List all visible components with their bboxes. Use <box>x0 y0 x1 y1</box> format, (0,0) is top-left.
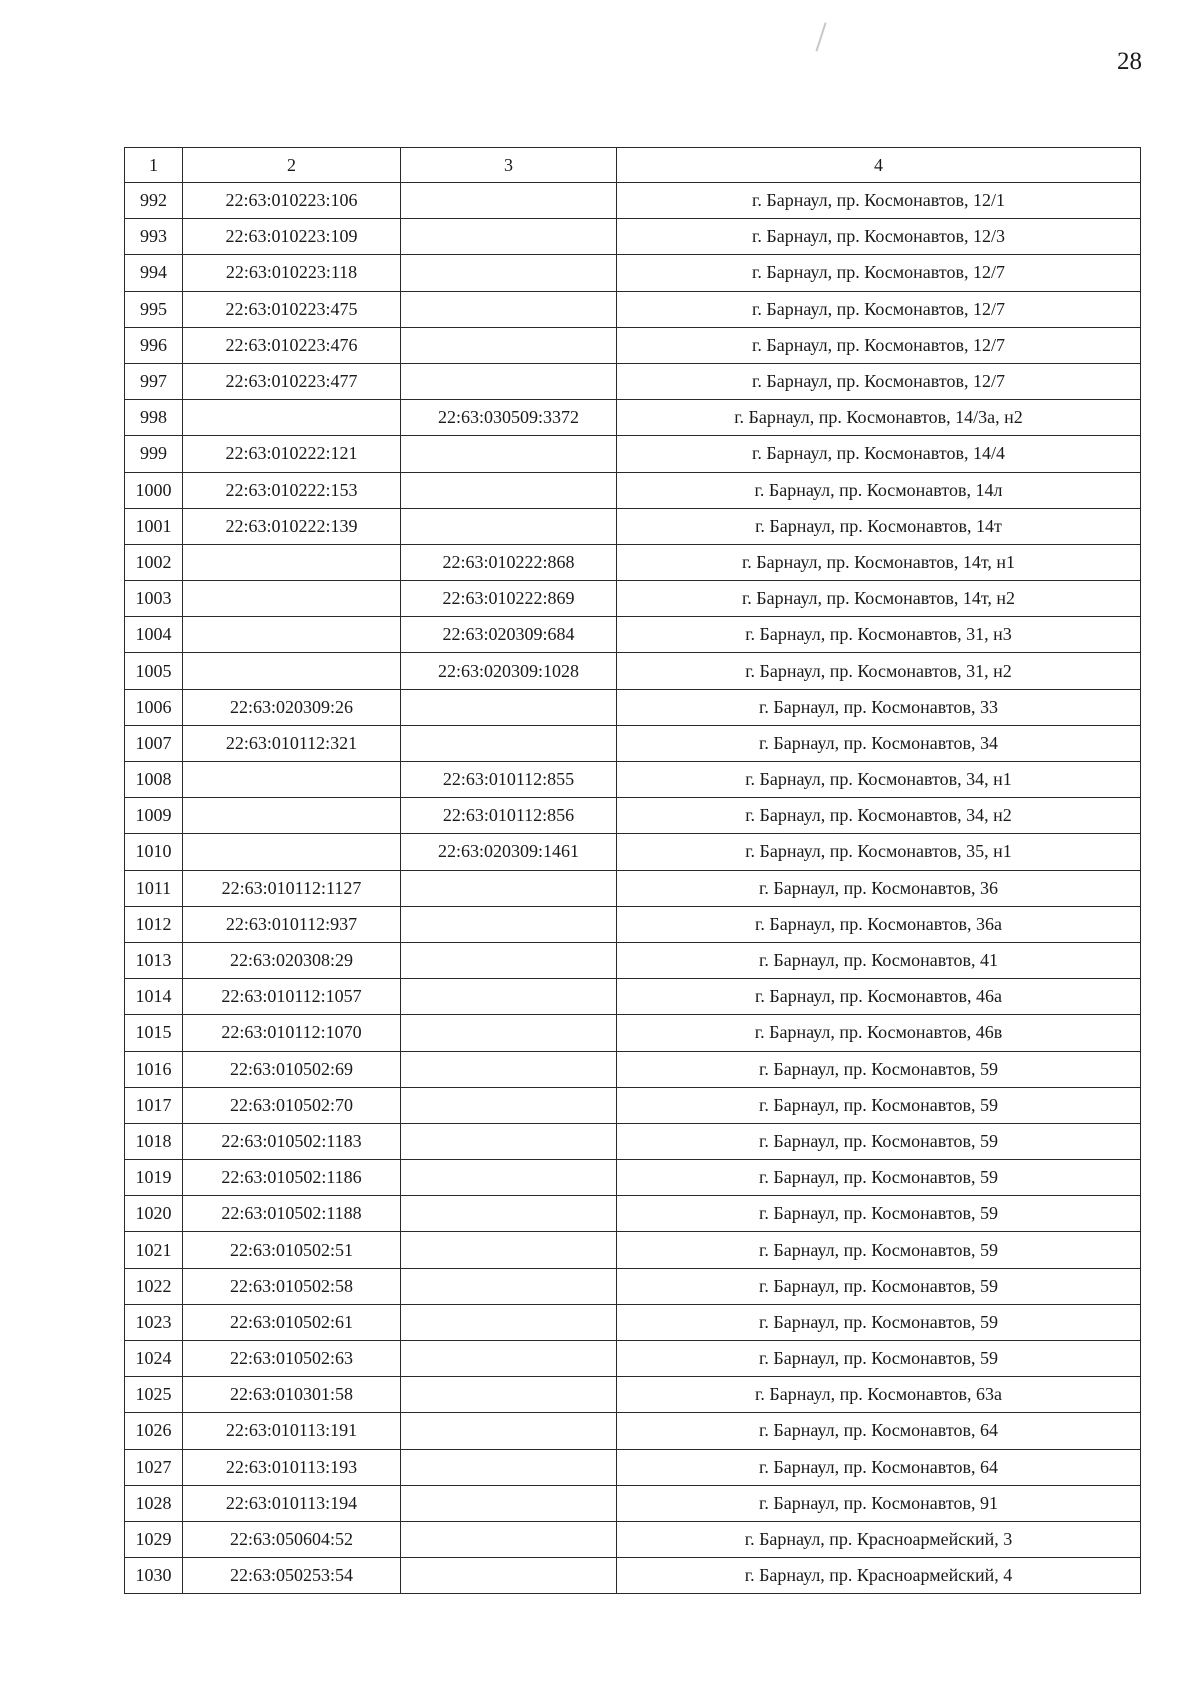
address-cell: г. Барнаул, пр. Космонавтов, 59 <box>617 1232 1141 1268</box>
column-header-2: 2 <box>183 148 401 183</box>
cadastral-number-alt-cell: 22:63:020309:684 <box>401 617 617 653</box>
cadastral-number-cell <box>183 400 401 436</box>
cadastral-number-alt-cell <box>401 1160 617 1196</box>
address-cell: г. Барнаул, пр. Космонавтов, 34, н2 <box>617 798 1141 834</box>
cadastral-number-alt-cell <box>401 1196 617 1232</box>
table-body <box>125 183 1141 1594</box>
row-number-cell: 1004 <box>125 617 183 653</box>
cadastral-number-cell: 22:63:010113:194 <box>183 1485 401 1521</box>
cadastral-number-alt-cell <box>401 436 617 472</box>
cadastral-number-cell: 22:63:010223:106 <box>183 183 401 219</box>
address-cell: г. Барнаул, пр. Космонавтов, 59 <box>617 1051 1141 1087</box>
address-cell: г. Барнаул, пр. Космонавтов, 59 <box>617 1341 1141 1377</box>
cadastral-number-alt-cell <box>401 906 617 942</box>
address-cell: г. Барнаул, пр. Космонавтов, 36а <box>617 906 1141 942</box>
page-number: 28 <box>1117 48 1142 75</box>
cadastral-number-alt-cell <box>401 1232 617 1268</box>
cadastral-number-alt-cell <box>401 1449 617 1485</box>
row-number-cell: 1022 <box>125 1268 183 1304</box>
row-number-cell: 1009 <box>125 798 183 834</box>
cadastral-number-alt-cell <box>401 1377 617 1413</box>
row-number-cell: 994 <box>125 255 183 291</box>
cadastral-number-cell: 22:63:010222:153 <box>183 472 401 508</box>
cadastral-number-alt-cell: 22:63:010222:868 <box>401 544 617 580</box>
address-cell: г. Барнаул, пр. Космонавтов, 46а <box>617 979 1141 1015</box>
table-row <box>125 1196 1141 1232</box>
table-row <box>125 762 1141 798</box>
table-row <box>125 725 1141 761</box>
cadastral-number-cell: 22:63:010222:121 <box>183 436 401 472</box>
address-cell: г. Барнаул, пр. Космонавтов, 41 <box>617 942 1141 978</box>
cadastral-number-cell: 22:63:010502:1188 <box>183 1196 401 1232</box>
row-number-cell: 1027 <box>125 1449 183 1485</box>
cadastral-number-cell: 22:63:020308:29 <box>183 942 401 978</box>
cadastral-number-alt-cell <box>401 1087 617 1123</box>
cadastral-number-alt-cell <box>401 979 617 1015</box>
cadastral-number-alt-cell <box>401 508 617 544</box>
cadastral-number-alt-cell: 22:63:020309:1028 <box>401 653 617 689</box>
row-number-cell: 1011 <box>125 870 183 906</box>
address-cell: г. Барнаул, пр. Космонавтов, 31, н3 <box>617 617 1141 653</box>
cadastral-number-alt-cell <box>401 1558 617 1594</box>
cadastral-number-alt-cell <box>401 255 617 291</box>
cadastral-number-alt-cell <box>401 1123 617 1159</box>
cadastral-number-cell: 22:63:010502:69 <box>183 1051 401 1087</box>
row-number-cell: 999 <box>125 436 183 472</box>
cadastral-number-cell <box>183 617 401 653</box>
row-number-cell: 1028 <box>125 1485 183 1521</box>
row-number-cell: 996 <box>125 327 183 363</box>
table-row <box>125 1051 1141 1087</box>
cadastral-number-cell: 22:63:010223:475 <box>183 291 401 327</box>
row-number-cell: 1024 <box>125 1341 183 1377</box>
table-row <box>125 1304 1141 1340</box>
address-cell: г. Барнаул, пр. Космонавтов, 12/7 <box>617 255 1141 291</box>
address-cell: г. Барнаул, пр. Космонавтов, 14т, н1 <box>617 544 1141 580</box>
cadastral-number-cell <box>183 762 401 798</box>
row-number-cell: 1018 <box>125 1123 183 1159</box>
table-row <box>125 870 1141 906</box>
address-cell: г. Барнаул, пр. Космонавтов, 14/3а, н2 <box>617 400 1141 436</box>
row-number-cell: 1020 <box>125 1196 183 1232</box>
cadastral-number-alt-cell <box>401 363 617 399</box>
cadastral-number-alt-cell <box>401 1413 617 1449</box>
cadastral-number-alt-cell <box>401 1521 617 1557</box>
table-row <box>125 906 1141 942</box>
cadastral-number-cell: 22:63:010112:1070 <box>183 1015 401 1051</box>
address-cell: г. Барнаул, пр. Космонавтов, 59 <box>617 1304 1141 1340</box>
address-cell: г. Барнаул, пр. Космонавтов, 59 <box>617 1196 1141 1232</box>
cadastral-number-alt-cell <box>401 1015 617 1051</box>
table-header-row <box>125 148 1141 183</box>
table-row <box>125 472 1141 508</box>
address-cell: г. Барнаул, пр. Космонавтов, 59 <box>617 1268 1141 1304</box>
cadastral-number-alt-cell <box>401 1051 617 1087</box>
table-row <box>125 219 1141 255</box>
cadastral-number-cell: 22:63:010502:70 <box>183 1087 401 1123</box>
row-number-cell: 1014 <box>125 979 183 1015</box>
address-cell: г. Барнаул, пр. Космонавтов, 14т, н2 <box>617 581 1141 617</box>
table-row <box>125 1268 1141 1304</box>
row-number-cell: 1000 <box>125 472 183 508</box>
address-cell: г. Барнаул, пр. Космонавтов, 63а <box>617 1377 1141 1413</box>
cadastral-number-cell: 22:63:010113:191 <box>183 1413 401 1449</box>
cadastral-number-cell: 22:63:010112:1127 <box>183 870 401 906</box>
table-row <box>125 255 1141 291</box>
table-row <box>125 942 1141 978</box>
cadastral-number-alt-cell <box>401 183 617 219</box>
row-number-cell: 1023 <box>125 1304 183 1340</box>
row-number-cell: 1002 <box>125 544 183 580</box>
table-row <box>125 1485 1141 1521</box>
cadastral-number-alt-cell: 22:63:010222:869 <box>401 581 617 617</box>
cadastral-number-alt-cell <box>401 291 617 327</box>
address-cell: г. Барнаул, пр. Космонавтов, 36 <box>617 870 1141 906</box>
cadastral-number-cell: 22:63:010301:58 <box>183 1377 401 1413</box>
column-header-4: 4 <box>617 148 1141 183</box>
cadastral-number-cell: 22:63:010223:118 <box>183 255 401 291</box>
table-row <box>125 653 1141 689</box>
table-row <box>125 508 1141 544</box>
address-cell: г. Барнаул, пр. Космонавтов, 12/3 <box>617 219 1141 255</box>
cadastral-number-alt-cell <box>401 219 617 255</box>
cadastral-number-cell: 22:63:010502:1186 <box>183 1160 401 1196</box>
cadastral-number-cell: 22:63:010502:61 <box>183 1304 401 1340</box>
table-row <box>125 1087 1141 1123</box>
address-cell: г. Барнаул, пр. Космонавтов, 34, н1 <box>617 762 1141 798</box>
scan-mark <box>815 22 826 51</box>
cadastral-number-alt-cell <box>401 1268 617 1304</box>
cadastral-number-alt-cell <box>401 942 617 978</box>
table-row <box>125 183 1141 219</box>
address-cell: г. Барнаул, пр. Космонавтов, 31, н2 <box>617 653 1141 689</box>
cadastral-number-alt-cell: 22:63:010112:856 <box>401 798 617 834</box>
row-number-cell: 1013 <box>125 942 183 978</box>
address-cell: г. Барнаул, пр. Космонавтов, 12/7 <box>617 327 1141 363</box>
cadastral-number-cell: 22:63:020309:26 <box>183 689 401 725</box>
cadastral-number-cell: 22:63:010112:321 <box>183 725 401 761</box>
address-cell: г. Барнаул, пр. Космонавтов, 12/7 <box>617 363 1141 399</box>
table-row <box>125 363 1141 399</box>
address-cell: г. Барнаул, пр. Красноармейский, 3 <box>617 1521 1141 1557</box>
cadastral-number-cell <box>183 544 401 580</box>
address-cell: г. Барнаул, пр. Космонавтов, 34 <box>617 725 1141 761</box>
table-row <box>125 581 1141 617</box>
address-cell: г. Барнаул, пр. Космонавтов, 14т <box>617 508 1141 544</box>
row-number-cell: 1003 <box>125 581 183 617</box>
address-cell: г. Барнаул, пр. Космонавтов, 35, н1 <box>617 834 1141 870</box>
register-table <box>124 147 1141 1594</box>
cadastral-number-alt-cell: 22:63:030509:3372 <box>401 400 617 436</box>
table-row <box>125 400 1141 436</box>
row-number-cell: 1001 <box>125 508 183 544</box>
cadastral-number-cell: 22:63:050604:52 <box>183 1521 401 1557</box>
row-number-cell: 1005 <box>125 653 183 689</box>
cadastral-number-cell: 22:63:010222:139 <box>183 508 401 544</box>
cadastral-number-cell <box>183 653 401 689</box>
table-row <box>125 1521 1141 1557</box>
address-cell: г. Барнаул, пр. Космонавтов, 59 <box>617 1160 1141 1196</box>
cadastral-number-alt-cell <box>401 689 617 725</box>
address-cell: г. Барнаул, пр. Космонавтов, 59 <box>617 1087 1141 1123</box>
table-row <box>125 1449 1141 1485</box>
address-cell: г. Барнаул, пр. Космонавтов, 14/4 <box>617 436 1141 472</box>
cadastral-number-alt-cell <box>401 327 617 363</box>
address-cell: г. Барнаул, пр. Космонавтов, 12/7 <box>617 291 1141 327</box>
address-cell: г. Барнаул, пр. Космонавтов, 14л <box>617 472 1141 508</box>
cadastral-number-cell: 22:63:050253:54 <box>183 1558 401 1594</box>
cadastral-number-cell: 22:63:010112:1057 <box>183 979 401 1015</box>
row-number-cell: 1008 <box>125 762 183 798</box>
cadastral-number-alt-cell: 22:63:010112:855 <box>401 762 617 798</box>
table-row <box>125 979 1141 1015</box>
row-number-cell: 998 <box>125 400 183 436</box>
row-number-cell: 1030 <box>125 1558 183 1594</box>
row-number-cell: 1012 <box>125 906 183 942</box>
row-number-cell: 1026 <box>125 1413 183 1449</box>
cadastral-number-cell: 22:63:010502:63 <box>183 1341 401 1377</box>
cadastral-number-alt-cell <box>401 472 617 508</box>
row-number-cell: 995 <box>125 291 183 327</box>
row-number-cell: 1006 <box>125 689 183 725</box>
address-cell: г. Барнаул, пр. Красноармейский, 4 <box>617 1558 1141 1594</box>
address-cell: г. Барнаул, пр. Космонавтов, 33 <box>617 689 1141 725</box>
table-row <box>125 1123 1141 1159</box>
table-row <box>125 544 1141 580</box>
table-row <box>125 436 1141 472</box>
table-row <box>125 1232 1141 1268</box>
table-row <box>125 834 1141 870</box>
cadastral-number-cell: 22:63:010502:51 <box>183 1232 401 1268</box>
table-row <box>125 327 1141 363</box>
row-number-cell: 997 <box>125 363 183 399</box>
row-number-cell: 1025 <box>125 1377 183 1413</box>
address-cell: г. Барнаул, пр. Космонавтов, 12/1 <box>617 183 1141 219</box>
cadastral-number-alt-cell <box>401 870 617 906</box>
row-number-cell: 1015 <box>125 1015 183 1051</box>
address-cell: г. Барнаул, пр. Космонавтов, 64 <box>617 1413 1141 1449</box>
cadastral-number-cell <box>183 581 401 617</box>
row-number-cell: 1007 <box>125 725 183 761</box>
cadastral-number-cell: 22:63:010112:937 <box>183 906 401 942</box>
row-number-cell: 1021 <box>125 1232 183 1268</box>
table-row <box>125 1558 1141 1594</box>
address-cell: г. Барнаул, пр. Космонавтов, 59 <box>617 1123 1141 1159</box>
row-number-cell: 993 <box>125 219 183 255</box>
table-row <box>125 798 1141 834</box>
cadastral-number-cell: 22:63:010113:193 <box>183 1449 401 1485</box>
table-row <box>125 1377 1141 1413</box>
address-cell: г. Барнаул, пр. Космонавтов, 64 <box>617 1449 1141 1485</box>
address-cell: г. Барнаул, пр. Космонавтов, 91 <box>617 1485 1141 1521</box>
row-number-cell: 1019 <box>125 1160 183 1196</box>
cadastral-number-cell: 22:63:010223:109 <box>183 219 401 255</box>
column-header-1: 1 <box>125 148 183 183</box>
column-header-3: 3 <box>401 148 617 183</box>
row-number-cell: 1017 <box>125 1087 183 1123</box>
row-number-cell: 1016 <box>125 1051 183 1087</box>
cadastral-number-cell <box>183 834 401 870</box>
cadastral-number-cell: 22:63:010502:1183 <box>183 1123 401 1159</box>
cadastral-number-alt-cell: 22:63:020309:1461 <box>401 834 617 870</box>
cadastral-number-alt-cell <box>401 725 617 761</box>
row-number-cell: 1029 <box>125 1521 183 1557</box>
table-row <box>125 291 1141 327</box>
table-row <box>125 689 1141 725</box>
table-row <box>125 1341 1141 1377</box>
table-row <box>125 1015 1141 1051</box>
address-cell: г. Барнаул, пр. Космонавтов, 46в <box>617 1015 1141 1051</box>
table-row <box>125 617 1141 653</box>
cadastral-number-cell: 22:63:010223:477 <box>183 363 401 399</box>
table-row <box>125 1413 1141 1449</box>
cadastral-number-alt-cell <box>401 1304 617 1340</box>
cadastral-number-cell: 22:63:010502:58 <box>183 1268 401 1304</box>
row-number-cell: 992 <box>125 183 183 219</box>
cadastral-number-cell: 22:63:010223:476 <box>183 327 401 363</box>
cadastral-number-alt-cell <box>401 1485 617 1521</box>
row-number-cell: 1010 <box>125 834 183 870</box>
table-row <box>125 1160 1141 1196</box>
cadastral-number-cell <box>183 798 401 834</box>
cadastral-number-alt-cell <box>401 1341 617 1377</box>
